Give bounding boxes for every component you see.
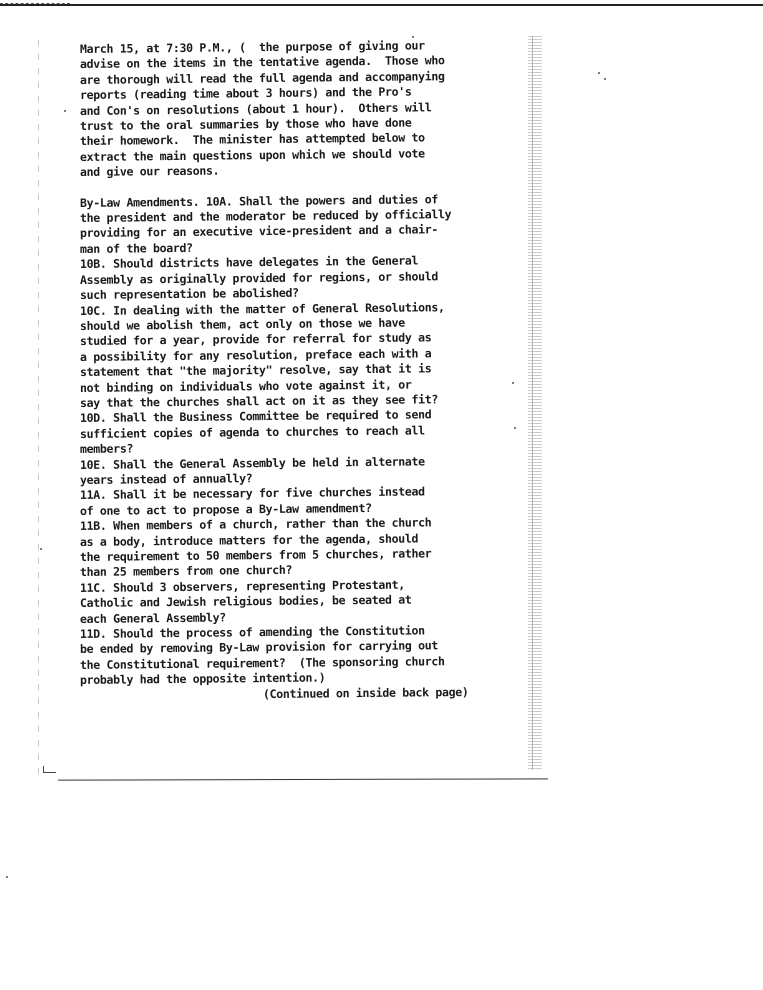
text-line: the president and the moderator be reduced by officially [79,207,452,226]
right-scan-edge [528,36,542,770]
text-line: trust to the oral summaries by those who have done [79,115,412,134]
text-line: advise on the items in the tentative agenda. Those who [79,53,445,72]
text-line: 11C. Should 3 observers, representing Protestant, [79,577,405,595]
text-line: 11B. When members of a church, rather than the church [79,515,432,534]
text-line: March 15, at 7:30 P.M., ( the purpose of giving our [79,38,425,56]
scan-speck [514,427,516,429]
text-line: be ended by removing By-Law provision for carrying out [79,638,439,657]
scan-speck [64,110,66,112]
bottom-rule [58,778,548,780]
text-line: of one to act to propose a By-Law amendment? [79,500,372,518]
text-line: man of the board? [79,240,193,256]
text-line: such representation be abolished? [79,285,299,303]
text-line: the Constitutional requirement? (The sponsoring church [79,654,445,672]
text-line: 11A. Shall it be necessary for five churches instead [79,484,425,503]
text-line: providing for an executive vice-president and a chair- [79,222,439,241]
scan-speck [40,548,42,550]
scan-speck [512,382,514,384]
text-line: 10C. In dealing with the matter of General Resolutions, [79,299,445,318]
text-line: reports (reading time about 3 hours) and the Pro's [79,84,412,103]
text-line: their homework. The minister has attempted below to [79,130,425,149]
text-line: than 25 members from one church? [79,563,293,580]
scan-speck [6,876,8,878]
text-line: and Con's on resolutions (about 1 hour). Others will [79,99,432,118]
text-line: extract the main questions upon which we should vote [79,146,425,164]
text-line: are thorough will read the full agenda and accompanying [79,68,445,87]
text-line: a possibility for any resolution, preface each with a [79,346,432,364]
continued-note: (Continued on inside back page) [262,684,469,701]
scan-speck [604,78,606,80]
intro-paragraph [79,38,510,181]
text-line: as a body, introduce matters for the agenda, should [79,531,419,549]
text-line: not binding on individuals who vote against it, or [79,377,412,395]
top-edge-ticks [0,0,70,4]
section-heading-line: By-Law Amendments. 10A. Shall the powers and duties of [79,191,439,210]
text-line: Catholic and Jewish religious bodies, be seated at [79,592,412,611]
text-line: and give our reasons. [79,163,220,180]
text-line: say that the churches shall act on it as they see fit? [79,392,439,410]
text-line: 10B. Should districts have delegates in the General [79,253,419,272]
text-line: studied for a year, provide for referral for study as [79,330,432,349]
binder-mark [43,766,56,773]
text-line: 10D. Shall the Business Committee be required to send [79,407,432,426]
text-line: 11D. Should the process of amending the Constitution [79,623,425,642]
text-line: statement that "the majority" resolve, say that it is [79,361,432,380]
text-line: should we abolish them, act only on those we have [79,315,405,333]
scan-speck [598,72,600,74]
by-law-amendments-section [79,191,510,689]
typed-page [79,38,510,704]
text-line: 10E. Shall the General Assembly be held in alternate [79,453,425,472]
text-line: years instead of annually? [79,471,253,487]
scan-speck [412,36,414,38]
text-line: the requirement to 50 members from 5 churches, rather [79,546,432,564]
text-line: Assembly as originally provided for regions, or should [79,268,439,287]
text-line: probably had the opposite intention.) [79,670,326,688]
left-scan-edge [38,40,39,780]
top-edge-rule [0,4,763,6]
text-line: each General Assembly? [79,610,226,626]
text-line: sufficient copies of agenda to churches to reach all [79,423,425,441]
text-line: members? [79,441,134,457]
